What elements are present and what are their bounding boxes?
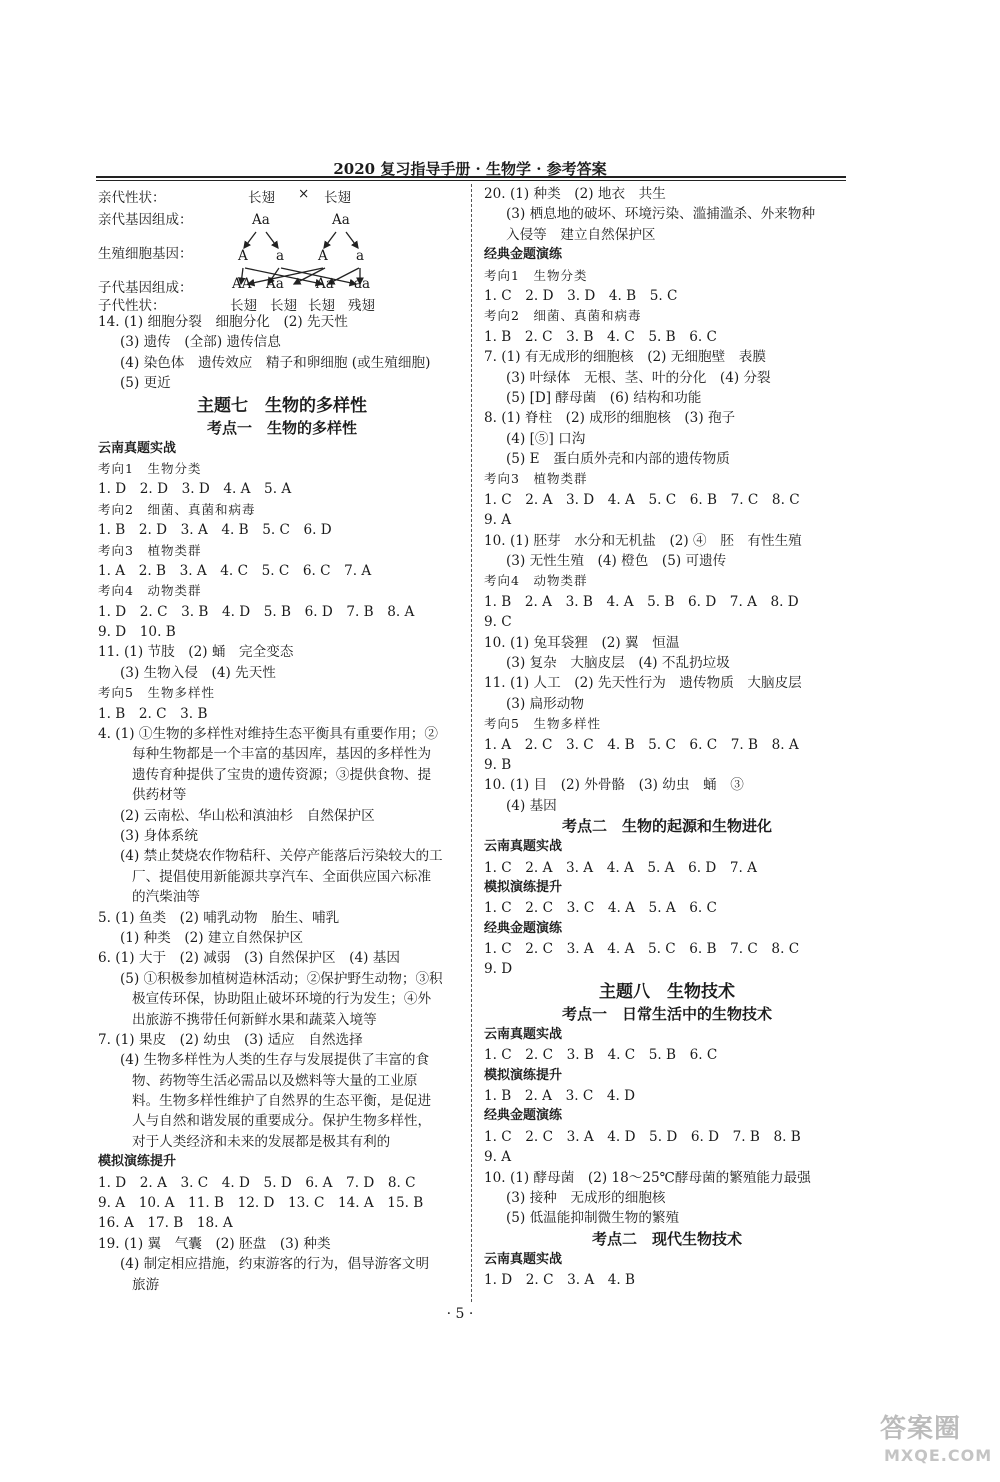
theme-title: 主题七 生物的多样性 — [197, 395, 367, 416]
offspring-gene: aa — [354, 276, 371, 292]
answer-line: 出旅游不携带任何新鲜水果和蔬菜入境等 — [132, 1011, 377, 1028]
theme-title: 主题八 生物技术 — [599, 981, 735, 1002]
section-heading: 经典金题演练 — [484, 920, 563, 936]
column-divider — [471, 184, 472, 1302]
answer-line: 1. C 2. C 3. C 4. A 5. A 6. C — [484, 900, 717, 917]
answer-line: 8. (1) 脊柱 (2) 成形的细胞核 (3) 孢子 — [484, 410, 736, 427]
answer-line: 1. C 2. D 3. D 4. B 5. C — [484, 287, 678, 304]
answer-line: 1. B 2. A 3. C 4. D — [484, 1088, 636, 1105]
answer-line: 10. (1) 胚芽 水分和无机盐 (2) ④ 胚 有性生殖 — [484, 532, 802, 549]
answer-line: 1. A 2. C 3. C 4. B 5. C 6. C 7. B 8. A — [484, 736, 799, 753]
offspring-trait: 长翅 — [270, 298, 297, 314]
answer-line: 9. D 10. B — [98, 624, 176, 641]
subsection-heading: 考向4 动物类群 — [98, 583, 202, 599]
gamete: A — [238, 248, 248, 264]
answer-line: 9. B — [484, 756, 512, 773]
subsection-heading: 考向3 植物类群 — [98, 542, 202, 558]
answer-line: 旅游 — [132, 1276, 160, 1293]
answer-line: 入侵等 建立自然保护区 — [506, 226, 656, 243]
parent-trait: 长翅 — [248, 190, 275, 206]
topic-title: 考点一 生物的多样性 — [206, 418, 357, 437]
topic-title: 考点一 日常生活中的生物技术 — [561, 1004, 772, 1023]
answer-line: 9. D — [484, 961, 513, 978]
answer-line: 1. B 2. C 3. B — [98, 705, 208, 722]
subsection-heading: 考向5 生物多样性 — [484, 716, 601, 732]
answer-line: (4) [⑤] 口沟 — [506, 430, 586, 447]
section-heading: 云南真题实战 — [484, 839, 563, 855]
answer-line: 1. B 2. A 3. B 4. A 5. B 6. D 7. A 8. D — [484, 593, 799, 610]
row-label: 子代基因组成： — [98, 280, 193, 296]
row-label: 亲代性状： — [98, 190, 166, 206]
answer-line: 1. B 2. C 3. B 4. C 5. B 6. C — [484, 328, 717, 345]
answer-line: 人与自然和谐发展的重要成分。保护生物多样性， — [132, 1113, 432, 1130]
answer-line: (4) 禁止焚烧农作物秸秆、关停产能落后污染较大的工 — [120, 848, 443, 865]
page-number: · 5 · — [446, 1306, 474, 1322]
offspring-gene: Aa — [316, 276, 334, 292]
answer-line: 1. D 2. D 3. D 4. A 5. A — [98, 481, 292, 498]
answer-line: 9. A 10. A 11. B 12. D 13. C 14. A 15. B — [98, 1195, 424, 1212]
answer-line: 1. D 2. C 3. B 4. D 5. B 6. D 7. B 8. A — [98, 603, 415, 620]
answer-line: (4) 基因 — [506, 797, 557, 814]
answer-line: 供药材等 — [132, 787, 187, 804]
answer-line: (5) [D] 酵母菌 (6) 结构和功能 — [506, 389, 702, 406]
gamete: A — [318, 248, 328, 264]
parent-gene: Aa — [252, 212, 270, 228]
answer-line: 1. D 2. C 3. A 4. B — [484, 1272, 636, 1289]
answer-line: 料。生物多样性维护了自然界的生态平衡，是促进 — [132, 1093, 432, 1110]
answer-line: 遗传育种提供了宝贵的遗传资源；③提供食物、提 — [132, 766, 432, 783]
topic-title: 考点二 现代生物技术 — [591, 1229, 742, 1248]
subsection-heading: 考向2 细菌、真菌和病毒 — [484, 308, 642, 324]
section-heading: 云南真题实战 — [484, 1026, 563, 1042]
watermark-url: MXQE.COM — [884, 1446, 993, 1465]
answer-line: (3) 接种 无成形的细胞核 — [506, 1189, 666, 1206]
header-rule-thick — [96, 176, 846, 178]
answer-line: (5) 低温能抑制微生物的繁殖 — [506, 1210, 680, 1227]
section-heading: 模拟演练提升 — [484, 1067, 563, 1083]
right-column — [484, 184, 850, 1291]
section-heading: 云南真题实战 — [484, 1251, 563, 1267]
answer-line: 4. (1) ①生物的多样性对维持生态平衡具有重要作用；② — [98, 726, 438, 743]
section-heading: 云南真题实战 — [98, 440, 177, 456]
answer-line: (4) 制定相应措施，约束游客的行为，倡导游客文明 — [120, 1256, 430, 1273]
answer-line: (5) E 蛋白质外壳和内部的遗传物质 — [506, 451, 730, 468]
offspring-trait: 残翅 — [348, 298, 375, 314]
answer-line: 1. C 2. A 3. A 4. A 5. A 6. D 7. A — [484, 859, 757, 876]
answer-line: 10. (1) 兔耳袋狸 (2) 翼 恒温 — [484, 634, 680, 651]
answer-line: (4) 生物多样性为人类的生存与发展提供了丰富的食 — [120, 1052, 430, 1069]
offspring-gene: Aa — [266, 276, 284, 292]
answer-line: 的汽柴油等 — [132, 889, 200, 906]
answer-line: (3) 复杂 大脑皮层 (4) 不乱扔垃圾 — [506, 654, 730, 671]
subsection-heading: 考向1 生物分类 — [98, 460, 202, 476]
answer-line: 9. A — [484, 1149, 512, 1166]
left-column — [98, 184, 466, 1295]
cross-symbol: × — [298, 186, 310, 202]
answer-line: 每种生物都是一个丰富的基因库，基因的多样性为 — [132, 746, 432, 763]
header-rule-thin — [96, 180, 846, 181]
answer-line: 厂、提倡使用新能源共享汽车、全面供应国六标准 — [132, 868, 432, 885]
offspring-gene: AA — [232, 276, 252, 292]
section-heading: 模拟演练提升 — [98, 1154, 177, 1170]
answer-line: 10. (1) 酵母菌 (2) 18～25℃酵母菌的繁殖能力最强 — [484, 1169, 811, 1186]
answer-line: (3) 扁形动物 — [506, 695, 584, 712]
answer-line: 1. C 2. A 3. D 4. A 5. C 6. B 7. C 8. C — [484, 491, 800, 508]
watermark-logo — [880, 1408, 993, 1474]
answer-line: 9. C — [484, 614, 512, 631]
parent-gene: Aa — [332, 212, 350, 228]
answer-line: 20. (1) 种类 (2) 地衣 共生 — [484, 186, 666, 202]
answer-line: (5) 更近 — [120, 375, 171, 392]
gamete: a — [356, 248, 365, 264]
genetic-cross-diagram — [98, 184, 466, 312]
answer-line: 11. (1) 人工 (2) 先天性行为 遗传物质 大脑皮层 — [484, 675, 802, 692]
row-label: 子代性状： — [98, 298, 166, 314]
answer-line: (1) 种类 (2) 建立自然保护区 — [120, 929, 304, 946]
answer-line: (3) 无性生殖 (4) 橙色 (5) 可遗传 — [506, 553, 727, 570]
answer-line: 11. (1) 节肢 (2) 蛹 完全变态 — [98, 644, 294, 661]
answer-line: 7. (1) 有无成形的细胞核 (2) 无细胞壁 表膜 — [484, 349, 766, 366]
subsection-heading: 考向4 动物类群 — [484, 573, 588, 589]
answer-line: (4) 染色体 遗传效应 精子和卵细胞 (或生殖细胞) — [120, 354, 431, 371]
answer-line: 对于人类经济和未来的发展都是极其有利的 — [132, 1133, 391, 1150]
section-heading: 经典金题演练 — [484, 1108, 563, 1124]
answer-line: 16. A 17. B 18. A — [98, 1215, 233, 1232]
answer-line: (5) ①积极参加植树造林活动；②保护野生动物；③积 — [120, 970, 443, 987]
answer-line: (3) 叶绿体 无根、茎、叶的分化 (4) 分裂 — [506, 369, 771, 386]
gamete: a — [276, 248, 285, 264]
answer-line: 1. D 2. A 3. C 4. D 5. D 6. A 7. D 8. C — [98, 1174, 416, 1191]
subsection-heading: 考向1 生物分类 — [484, 267, 588, 283]
answer-line: (2) 云南松、华山松和滇油杉 自然保护区 — [120, 807, 375, 824]
answer-line: (3) 遗传 (全部) 遗传信息 — [120, 334, 281, 351]
answer-line: 1. C 2. C 3. A 4. A 5. C 6. B 7. C 8. C — [484, 941, 800, 958]
subsection-heading: 考向2 细菌、真菌和病毒 — [98, 501, 256, 517]
answer-line: 极宣传环保，协助阻止破坏环境的行为发生；④外 — [132, 991, 432, 1008]
section-heading: 经典金题演练 — [484, 247, 563, 263]
answer-line: (3) 生物入侵 (4) 先天性 — [120, 664, 276, 681]
answer-line: 5. (1) 鱼类 (2) 哺乳动物 胎生、哺乳 — [98, 909, 340, 926]
answer-line: 1. B 2. D 3. A 4. B 5. C 6. D — [98, 522, 332, 539]
row-label: 亲代基因组成： — [98, 212, 193, 228]
subsection-heading: 考向5 生物多样性 — [98, 685, 215, 701]
answer-line: 6. (1) 大于 (2) 减弱 (3) 自然保护区 (4) 基因 — [98, 950, 400, 967]
answer-line: 10. (1) 目 (2) 外骨骼 (3) 幼虫 蛹 ③ — [484, 777, 744, 794]
watermark-glyphs: 答案圈 — [880, 1414, 962, 1444]
page-header: 2020 复习指导手册 · 生物学 · 参考答案 — [333, 160, 607, 178]
answer-line: (3) 栖息地的破坏、环境污染、滥捕滥杀、外来物种 — [506, 206, 816, 223]
section-heading: 模拟演练提升 — [484, 879, 563, 895]
answer-line: 9. A — [484, 512, 512, 529]
row-label: 生殖细胞基因： — [98, 246, 193, 262]
answer-line: 1. C 2. C 3. A 4. D 5. D 6. D 7. B 8. B — [484, 1128, 801, 1145]
topic-title: 考点二 生物的起源和生物进化 — [561, 817, 772, 836]
offspring-trait: 长翅 — [230, 298, 257, 314]
answer-line: 19. (1) 翼 气囊 (2) 胚盘 (3) 种类 — [98, 1235, 331, 1252]
parent-trait: 长翅 — [324, 190, 351, 206]
offspring-trait: 长翅 — [308, 298, 335, 314]
subsection-heading: 考向3 植物类群 — [484, 471, 588, 487]
answer-line: 1. A 2. B 3. A 4. C 5. C 6. C 7. A — [98, 562, 372, 579]
answer-line: 14. (1) 细胞分裂 细胞分化 (2) 先天性 — [98, 314, 348, 330]
answer-line: 7. (1) 果皮 (2) 幼虫 (3) 适应 自然选择 — [98, 1031, 363, 1048]
answer-line: (3) 身体系统 — [120, 827, 198, 844]
answer-line: 1. C 2. C 3. B 4. C 5. B 6. C — [484, 1047, 718, 1064]
answer-line: 物、药物等生活必需品以及燃料等大量的工业原 — [132, 1072, 418, 1089]
